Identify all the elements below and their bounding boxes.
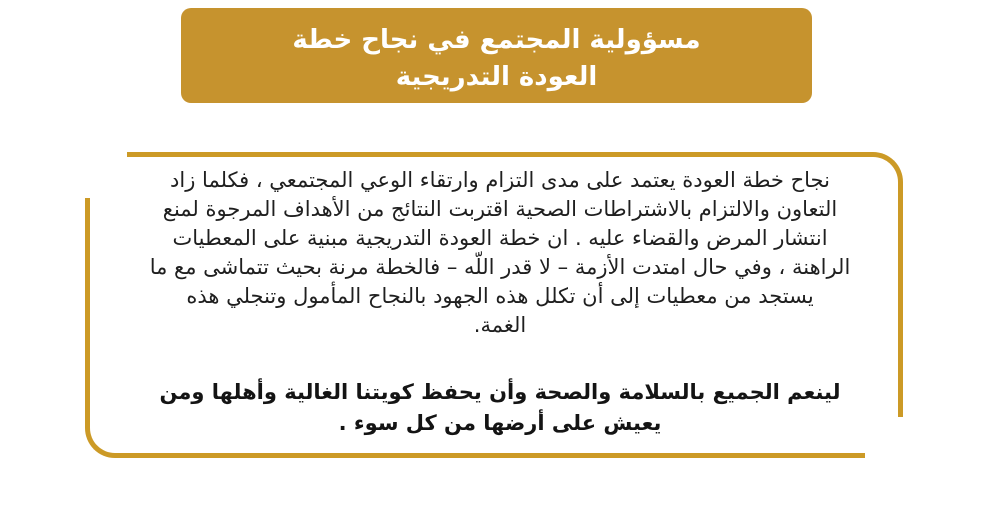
- body-paragraph: [110, 166, 890, 340]
- paragraph-line: يستجد من معطيات إلى أن تكلل هذه الجهود بالنجاح المأمول وتنجلي هذه: [186, 284, 814, 308]
- paragraph-line: الراهنة ، وفي حال امتدت الأزمة – لا قدر اللّه – فالخطة مرنة بحيث تتماشى مع ما: [149, 255, 851, 279]
- paragraph-line: التعاون والالتزام بالاشتراطات الصحية اقتربت النتائج من الأهداف المرجوة لمنع: [162, 197, 838, 221]
- closing-statement: [110, 377, 890, 439]
- paragraph-line: انتشار المرض والقضاء عليه . ان خطة العودة التدريجية مبنية على المعطيات: [172, 226, 828, 250]
- paragraph-line: نجاح خطة العودة يعتمد على مدى التزام وارتقاء الوعي المجتمعي ، فكلما زاد: [170, 168, 830, 192]
- title-banner: [181, 8, 812, 103]
- title-line-2: العودة التدريجية: [395, 61, 598, 92]
- closing-line: يعيش على أرضها من كل سوء .: [338, 411, 662, 435]
- closing-line: لينعم الجميع بالسلامة والصحة وأن يحفظ كويتنا الغالية وأهلها ومن: [159, 380, 841, 404]
- title-line-1: مسؤولية المجتمع في نجاح خطة: [292, 24, 701, 55]
- paragraph-line: الغمة.: [473, 313, 527, 337]
